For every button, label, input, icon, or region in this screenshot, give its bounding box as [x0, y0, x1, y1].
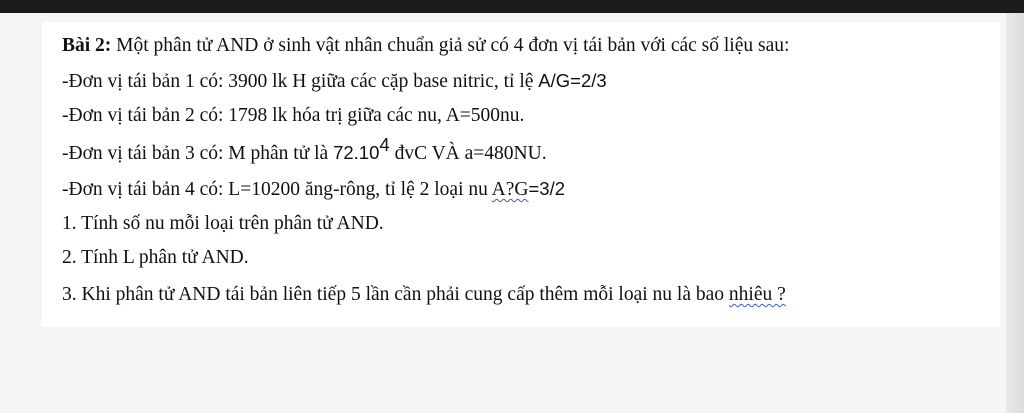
- unit-1-prefix: -Đơn vị tái bản 1 có:: [62, 71, 229, 92]
- unit-4-prefix: -Đơn vị tái bản 4 có:: [62, 179, 229, 200]
- question-3: [62, 283, 786, 307]
- unit-3-mass-base: 72.10: [333, 142, 380, 163]
- unit-1-ratio: A/G=2/3: [538, 70, 607, 91]
- problem-title: Bài 2:: [62, 35, 112, 56]
- question-3-flagged: nhiêu ?: [728, 284, 786, 305]
- unit-3-mass-exponent: 4: [379, 134, 390, 155]
- unit-4-ratio-rest: =3/2: [528, 178, 566, 199]
- question-3-main: 3. Khi phân tử AND tái bản liên tiếp 5 lần cần phải cung cấp thêm mỗi loại nu là bao: [62, 284, 729, 305]
- unit-1-line: [62, 69, 607, 94]
- window-top-bar: [0, 0, 1024, 13]
- problem-intro: Một phân tử AND ở sinh vật nhân chuẩn giả sử có 4 đơn vị tái bản với các số liệu sau:: [111, 35, 790, 56]
- question-2: 2. Tính L phân tử AND.: [62, 247, 249, 268]
- unit-2-body: 1798 lk hóa trị giữa các nu, A=500nu.: [228, 105, 525, 126]
- unit-4-line: [62, 177, 565, 202]
- question-1: 1. Tính số nu mỗi loại trên phân tử AND.: [62, 213, 384, 234]
- document-page: [42, 22, 1000, 327]
- unit-3-body-a: M phân tử là: [228, 143, 334, 164]
- unit-3-body-b: đvC VÀ a=480NU.: [389, 143, 547, 164]
- unit-3-prefix: -Đơn vị tái bản 3 có:: [62, 143, 229, 164]
- unit-2-line: [62, 104, 524, 128]
- problem-heading-line: [62, 34, 789, 58]
- unit-2-prefix: -Đơn vị tái bản 2 có:: [62, 105, 229, 126]
- unit-3-line: [62, 134, 547, 166]
- unit-1-body: 3900 lk H giữa các cặp base nitric, tỉ lệ: [228, 71, 539, 92]
- unit-4-ratio-flagged: A?G: [491, 179, 529, 200]
- page-right-edge: [1006, 13, 1024, 413]
- unit-4-body: L=10200 ăng-rông, tỉ lệ 2 loại nu: [228, 179, 492, 200]
